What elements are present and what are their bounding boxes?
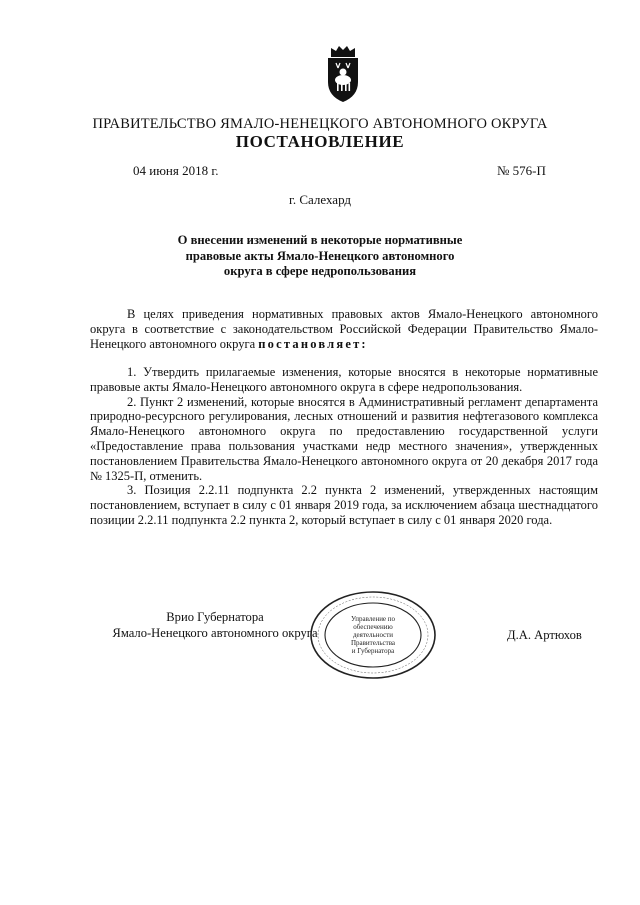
signatory-title-line: Ямало-Ненецкого автономного округа xyxy=(112,625,318,640)
stamp-line: деятельности xyxy=(352,631,394,639)
coat-of-arms-emblem xyxy=(318,44,368,104)
document-date: 04 июня 2018 г. xyxy=(133,163,219,178)
official-stamp xyxy=(308,590,438,680)
signatory-name: Д.А. Артюхов xyxy=(507,628,582,642)
document-type: ПОСТАНОВЛЕНИЕ xyxy=(235,132,405,151)
document-city: г. Салехард xyxy=(288,192,352,207)
subject-line: О внесении изменений в некоторые нормативные xyxy=(177,233,463,247)
subject-line: округа в сфере недропользования xyxy=(223,264,417,278)
point-1: 1. Утвердить прилагаемые изменения, которые вносятся в некоторые нормативные правовые акты Ямало-Ненецкого автономного округа в сфере недропользования. xyxy=(90,365,598,394)
subject-line: правовые акты Ямало-Ненецкого автономного xyxy=(185,248,455,263)
stamp-line: Управление по xyxy=(350,615,396,623)
stamp-line: и Губернатора xyxy=(351,647,395,655)
stamp-line: Правительства xyxy=(350,639,396,647)
organization-name: ПРАВИТЕЛЬСТВО ЯМАЛО-НЕНЕЦКОГО АВТОНОМНОГО ОКРУГА xyxy=(92,116,548,132)
signatory-title-line: Врио Губернатора xyxy=(166,610,264,624)
resolution-points xyxy=(90,365,598,528)
resolves-word: постановляет: xyxy=(258,336,368,351)
document-number: № 576-П xyxy=(497,163,546,178)
document-subject xyxy=(170,233,470,280)
preamble-paragraph xyxy=(90,307,598,351)
stamp-line: обеспечению xyxy=(353,623,393,631)
point-2: 2. Пункт 2 изменений, которые вносятся в Административный регламент департамента природно-ресурсного регулирования, лесных отношений и развития нефтегазового комплекса Ямало-Ненецкого автономного округа по предоставлению государственной услуги «Предоставление права пользования участками недр местного значения», утвержденных постановлением Правительства Ямало-Ненецкого автономного округа от 20 декабря 2017 года № 1325-П, отменить. xyxy=(90,394,598,483)
point-3: 3. Позиция 2.2.11 подпункта 2.2 пункта 2 изменений, утвержденных настоящим постановлением, вступает в силу с 01 января 2019 года, за исключением абзаца шестнадцатого позиции 2.2.11 подпункта 2.2 пункта 2, который вступает в силу с 01 января 2020 года. xyxy=(90,483,598,527)
signatory-title xyxy=(90,610,340,641)
preamble-text: В целях приведения нормативных правовых актов Ямало-Ненецкого автономного округа в соответствие с законодательством Российской Федерации Правительство Ямало-Ненецкого автономного округа xyxy=(90,307,598,351)
